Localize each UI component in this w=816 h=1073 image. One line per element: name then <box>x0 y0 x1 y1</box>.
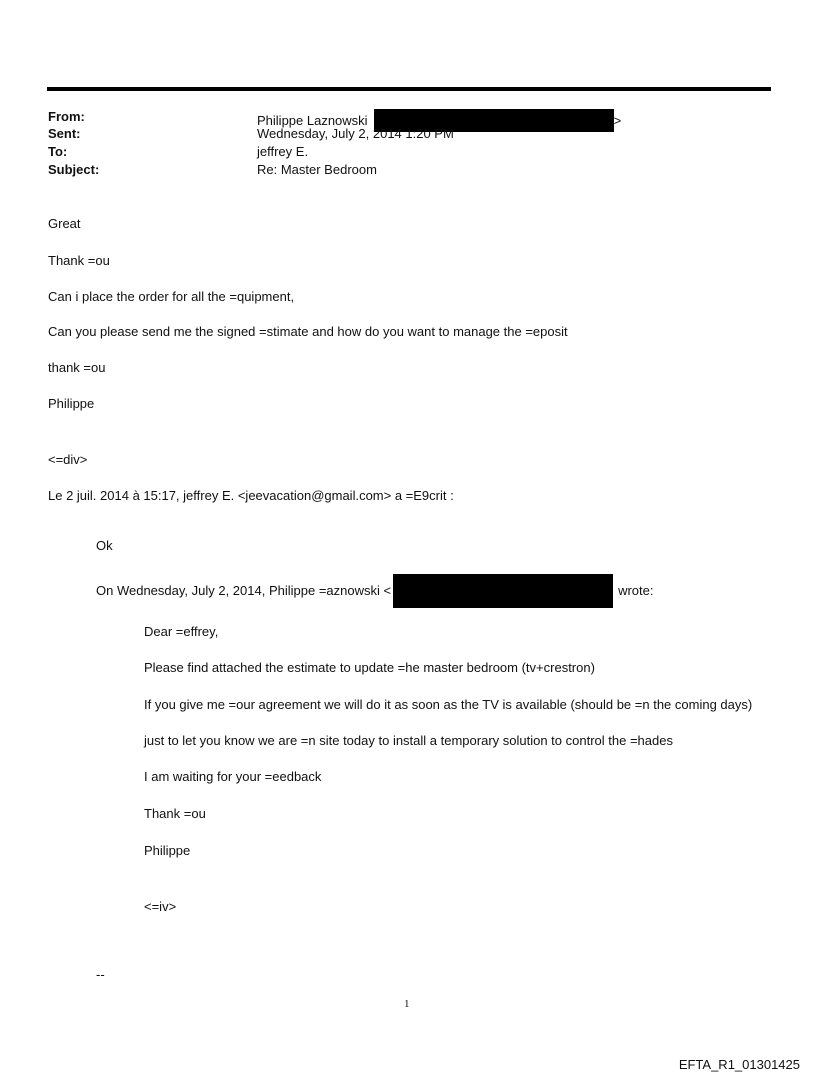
from-bracket: > <box>613 112 622 128</box>
signature-dashes: -- <box>96 967 105 982</box>
quote-attribution: On Wednesday, July 2, 2014, Philippe =aznowski < <box>96 583 392 598</box>
header-rule <box>47 87 771 91</box>
subject-value: Re: Master Bedroom <box>257 162 377 177</box>
quote-attribution-row <box>96 574 654 608</box>
redaction-box <box>393 574 613 608</box>
to-value: jeffrey E. <box>257 144 309 159</box>
body-line: thank =ou <box>48 360 106 375</box>
sent-label: Sent: <box>48 126 81 141</box>
body-line: Can i place the order for all the =quipment, <box>48 289 295 304</box>
document-id: EFTA_R1_01301425 <box>678 1057 800 1072</box>
body-line: Le 2 juil. 2014 à 15:17, jeffrey E. <jeevacation@gmail.com> a =E9crit : <box>48 488 454 503</box>
quote-line: just to let you know we are =n site today to install a temporary solution to control the =hades <box>144 733 673 748</box>
quote-line: I am waiting for your =eedback <box>144 769 322 784</box>
quote-line: If you give me =our agreement we will do it as soon as the TV is available (should be =n the coming days) <box>144 697 753 712</box>
body-line: Philippe <box>48 396 95 411</box>
quote-ok: Ok <box>96 538 113 553</box>
body-line: Thank =ou <box>48 253 110 268</box>
quote-line: Please find attached the estimate to update =he master bedroom (tv+crestron) <box>144 660 595 675</box>
quote-wrote: wrote: <box>618 583 654 598</box>
to-label: To: <box>48 144 68 159</box>
subject-label: Subject: <box>48 162 100 177</box>
body-line: Can you please send me the signed =stimate and how do you want to manage the =eposit <box>48 324 568 339</box>
quote-line: <=iv> <box>144 899 177 914</box>
page-number: 1 <box>404 998 410 1010</box>
body-line: <=div> <box>48 452 88 467</box>
sent-value: Wednesday, July 2, 2014 1:20 PM <box>257 126 454 141</box>
quote-line: Thank =ou <box>144 806 206 821</box>
from-label: From: <box>48 109 85 124</box>
quote-line: Philippe <box>144 843 191 858</box>
body-line: Great <box>48 216 81 231</box>
from-value: Philippe Laznowski <box>257 112 368 128</box>
quote-line: Dear =effrey, <box>144 624 219 639</box>
